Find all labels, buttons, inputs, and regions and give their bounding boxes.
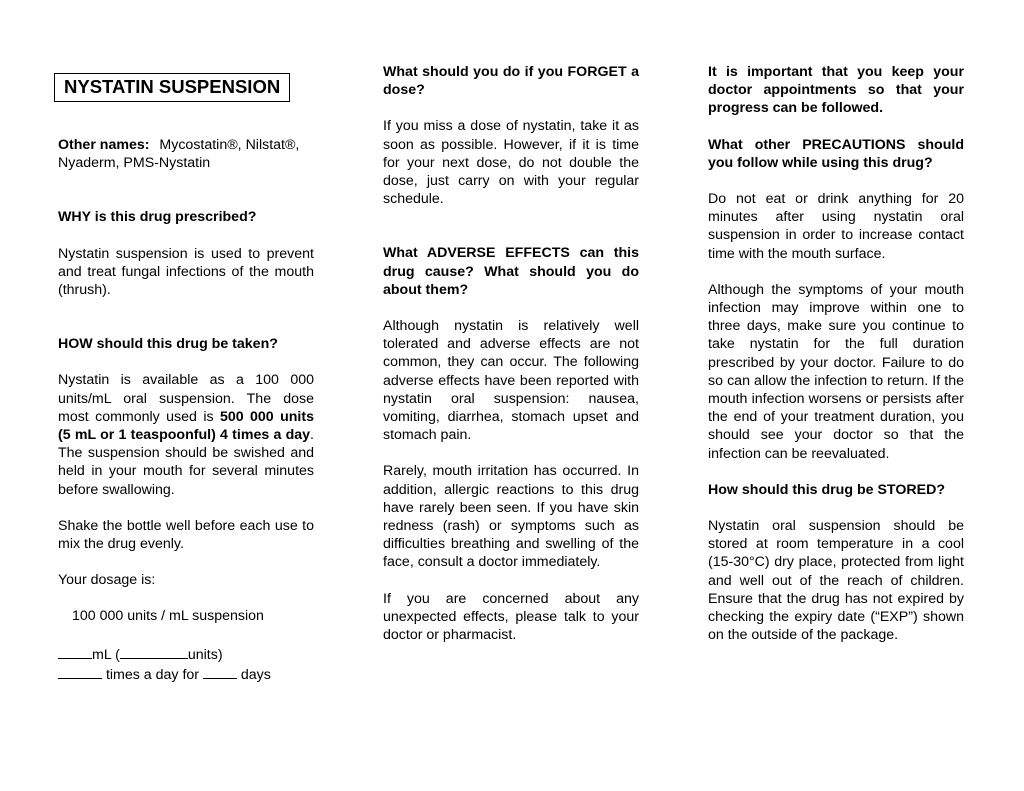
stored-heading: How should this drug be STORED? [708, 481, 945, 498]
times-blank[interactable] [58, 664, 102, 679]
other-names-label: Other names: [58, 137, 150, 153]
forget-heading: What should you do if you FORGET a dose? [383, 64, 639, 99]
precautions-heading: What other PRECAUTIONS should you follow while using this drug? [708, 136, 964, 171]
page-title: NYSTATIN SUSPENSION [54, 73, 290, 102]
units-blank[interactable] [120, 644, 188, 659]
adverse-text-3: If you are concerned about any unexpected effects, please talk to your doctor or pharmacist. [383, 590, 639, 644]
why-heading: WHY is this drug prescribed? [58, 209, 257, 226]
right-column [708, 63, 964, 644]
how-text [58, 371, 314, 498]
adverse-text-1: Although nystatin is relatively well tolerated and adverse effects are not common, they can occur. The following adverse effects have been reported with nystatin oral suspension: nausea, vomiting, diarrhea, stomach upset and stomach pain. [383, 318, 639, 444]
appointments-text: It is important that you keep your doctor appointments so that your progress can be followed. [708, 64, 964, 117]
shake-text: Shake the bottle well before each use to mix the drug evenly. [58, 517, 314, 553]
how-text-dose: 500 000 units (5 mL or 1 teaspoonful) 4 times a day [58, 408, 314, 444]
precautions-text-1: Do not eat or drink anything for 20 minutes after using nystatin oral suspension in order to increase contact time with the mouth surface. [708, 191, 964, 262]
how-heading: HOW should this drug be taken? [58, 336, 278, 353]
days-blank[interactable] [203, 664, 237, 679]
stored-text: Nystatin oral suspension should be stored at room temperature in a cool (15-30°C) dry place, protected from light and well out of the reach of children. Ensure that the drug has not expired by checking the expiry date (“EXP”) shown on the outside of the package. [708, 518, 964, 644]
other-names [58, 136, 314, 172]
precautions-text-2: Although the symptoms of your mouth infection may improve within one to three days, make sure you continue to take nystatin for the full duration prescribed by your doctor. Failure to do so can allow the infection to return. If the mouth infection worsens or persists after the end of your treatment duration, you should see your doctor so that the infection can be reevaluated. [708, 281, 964, 462]
other-names-value: Mycostatin®, Nilstat®, Nyaderm, PMS-Nystatin [58, 137, 300, 172]
how-text-part-1: Nystatin is available as a 100 000 units/mL oral suspension. The dose most commonly used is [58, 372, 314, 425]
dosage-ml-line [58, 644, 314, 664]
dosage-strength: 100 000 units / mL suspension [72, 608, 264, 625]
dosage-ml-suffix: mL ( [92, 646, 120, 663]
how-text-part-2: . The suspension should be swished and held in your mouth for several minutes before swallowing. [58, 427, 314, 498]
adverse-heading: What ADVERSE EFFECTS can this drug cause? What should you do about them? [383, 245, 639, 298]
left-column [58, 63, 314, 684]
dosage-times-line [58, 664, 314, 684]
ml-blank[interactable] [58, 644, 92, 659]
middle-column [383, 63, 639, 644]
why-text: Nystatin suspension is used to prevent and treat fungal infections of the mouth (thrush). [58, 245, 314, 299]
forget-text: If you miss a dose of nystatin, take it as soon as possible. However, if it is time for your next dose, do not double the dose, just carry on with your regular schedule. [383, 118, 639, 208]
dosage-times-suffix: times a day for [105, 666, 199, 683]
dosage-days-suffix: days [240, 666, 271, 683]
adverse-text-2: Rarely, mouth irritation has occurred. In addition, allergic reactions to this drug have rarely been seen. If you have skin redness (rash) or symptoms such as difficulties breathing and swelling of the face, consult a doctor immediately. [383, 463, 639, 571]
dosage-units-suffix: units) [187, 646, 223, 663]
dosage-label: Your dosage is: [58, 572, 156, 589]
